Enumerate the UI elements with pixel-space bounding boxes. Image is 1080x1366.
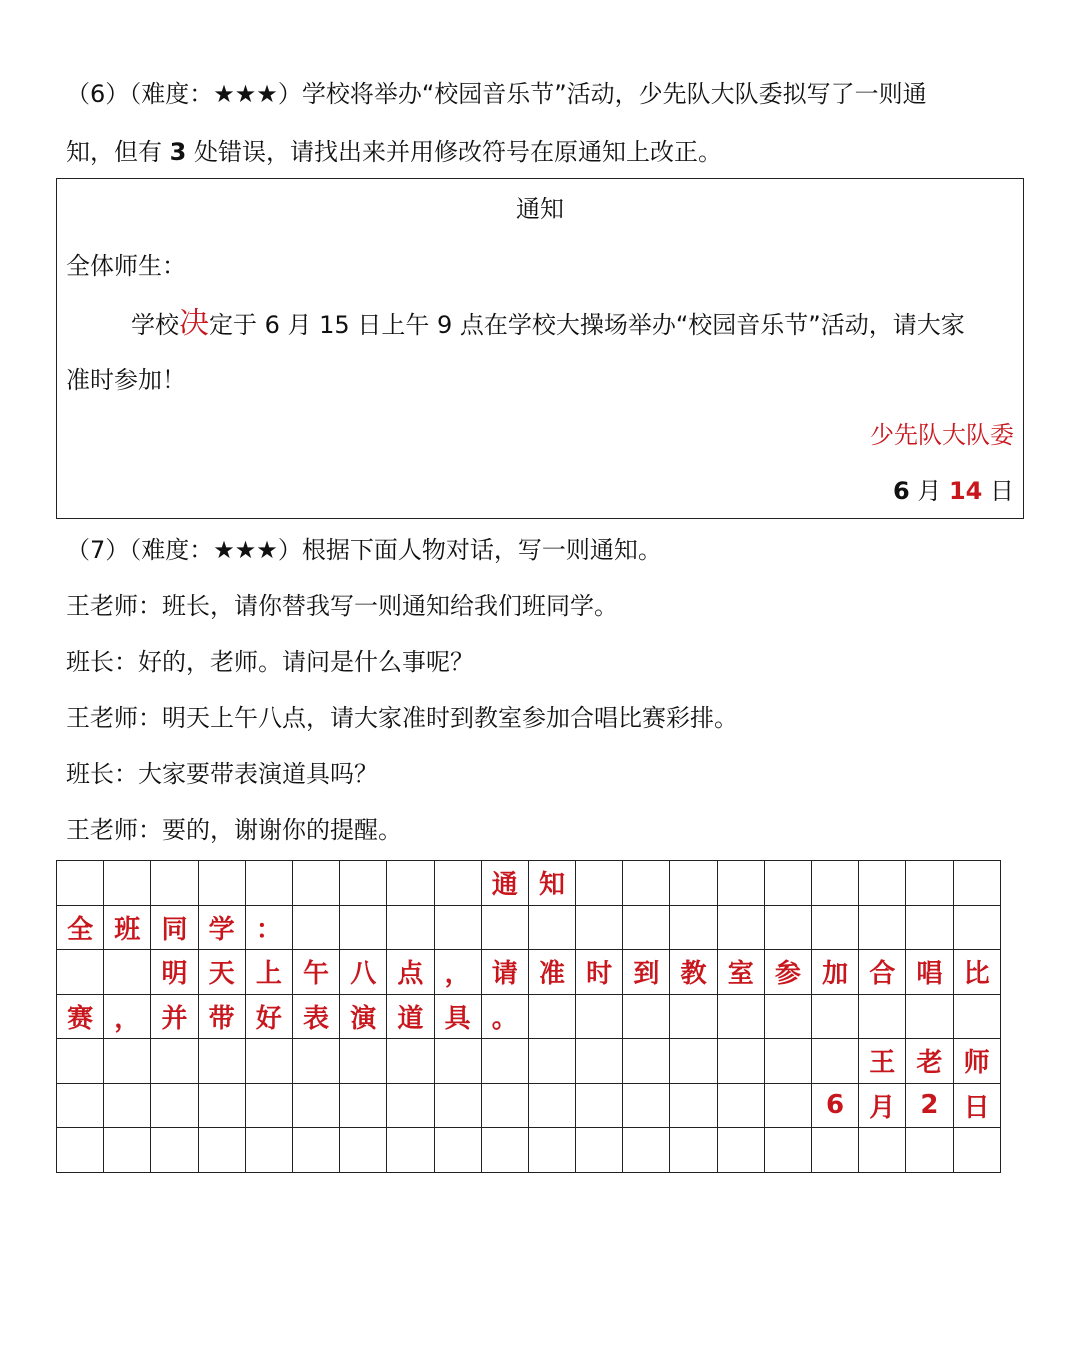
grid-cell: 师 [953, 1039, 1000, 1084]
grid-cell: 道 [387, 994, 434, 1039]
grid-cell [57, 1039, 104, 1084]
grid-cell: 6 [812, 1083, 859, 1128]
notice-date-month: 6 [892, 477, 910, 505]
dialogue-line: 王老师：要的，谢谢你的提醒。 [66, 816, 402, 844]
grid-cell [387, 861, 434, 906]
grid-cell [812, 1039, 859, 1084]
grid-cell [481, 905, 528, 950]
grid-cell [57, 861, 104, 906]
grid-cell [387, 1039, 434, 1084]
grid-cell [859, 994, 906, 1039]
grid-cell [528, 1039, 575, 1084]
grid-cell: 参 [764, 950, 811, 995]
grid-cell [623, 1083, 670, 1128]
grid-cell [198, 1128, 245, 1173]
grid-cell [340, 1128, 387, 1173]
grid-cell: 老 [906, 1039, 953, 1084]
grid-cell: 合 [859, 950, 906, 995]
grid-cell [670, 994, 717, 1039]
grid-cell [198, 1039, 245, 1084]
grid-cell: 加 [812, 950, 859, 995]
notice-body-start: 学校 [131, 311, 179, 339]
grid-cell [57, 1128, 104, 1173]
grid-cell: 到 [623, 950, 670, 995]
notice-date-day-char: 日 [982, 477, 1014, 505]
grid-cell [764, 861, 811, 906]
grid-cell [576, 1128, 623, 1173]
grid-cell: 请 [481, 950, 528, 995]
grid-cell: 并 [151, 994, 198, 1039]
grid-cell [434, 861, 481, 906]
grid-cell [623, 905, 670, 950]
grid-cell [717, 1128, 764, 1173]
notice-body-rest: 定于 6 月 15 日上午 9 点在学校大操场举办“校园音乐节”活动，请大家 [209, 311, 965, 339]
notice-correction-mark: 决 [179, 306, 209, 341]
grid-cell [198, 1083, 245, 1128]
grid-cell: 知 [528, 861, 575, 906]
grid-cell [812, 861, 859, 906]
grid-cell [434, 1083, 481, 1128]
grid-cell: 日 [953, 1083, 1000, 1128]
notice-salutation: 全体师生： [66, 252, 186, 280]
grid-cell [340, 1083, 387, 1128]
grid-cell [387, 905, 434, 950]
grid-cell [953, 861, 1000, 906]
grid-cell [576, 994, 623, 1039]
grid-cell: 点 [387, 950, 434, 995]
grid-cell [906, 994, 953, 1039]
grid-cell [764, 1039, 811, 1084]
q6-line2-suffix: 处错误，请找出来并用修改符号在原通知上改正。 [186, 138, 722, 166]
grid-cell [198, 861, 245, 906]
notice-date-day: 14 [948, 477, 983, 505]
grid-cell: 具 [434, 994, 481, 1039]
grid-cell: 午 [292, 950, 339, 995]
dialogue-line: 王老师：明天上午八点，请大家准时到教室参加合唱比赛彩排。 [66, 704, 738, 732]
grid-cell [953, 994, 1000, 1039]
q6-error-count: 3 [169, 138, 187, 166]
grid-cell [953, 1128, 1000, 1173]
q6-prompt-line1: （6）（难度：★★★）学校将举办“校园音乐节”活动，少先队大队委拟写了一则通 [66, 80, 927, 108]
q6-prompt-line2 [66, 136, 722, 168]
grid-cell [906, 861, 953, 906]
notice-signature: 少先队大队委 [870, 421, 1014, 449]
grid-cell: 演 [340, 994, 387, 1039]
grid-cell [623, 861, 670, 906]
grid-cell [340, 1039, 387, 1084]
grid-cell: 带 [198, 994, 245, 1039]
grid-cell [717, 994, 764, 1039]
writing-grid [56, 860, 1001, 1173]
grid-cell [387, 1128, 434, 1173]
grid-cell [717, 905, 764, 950]
grid-cell: 通 [481, 861, 528, 906]
grid-cell [764, 1083, 811, 1128]
grid-cell [623, 1039, 670, 1084]
grid-cell [953, 905, 1000, 950]
grid-cell [859, 861, 906, 906]
grid-cell: 全 [57, 905, 104, 950]
grid-cell [151, 1039, 198, 1084]
grid-cell [764, 994, 811, 1039]
grid-cell: 表 [292, 994, 339, 1039]
grid-cell [812, 1128, 859, 1173]
notice-box [56, 178, 1024, 519]
grid-cell [576, 861, 623, 906]
grid-cell [528, 905, 575, 950]
grid-cell [481, 1083, 528, 1128]
grid-cell [764, 905, 811, 950]
grid-cell [812, 994, 859, 1039]
grid-row [57, 905, 1001, 950]
grid-cell: 2 [906, 1083, 953, 1128]
grid-cell [528, 1128, 575, 1173]
grid-cell [104, 1039, 151, 1084]
grid-cell: 教 [670, 950, 717, 995]
notice-body-line2: 准时参加！ [66, 366, 186, 394]
grid-cell [481, 1039, 528, 1084]
grid-cell [670, 1039, 717, 1084]
grid-cell: ， [434, 950, 481, 995]
grid-cell [57, 950, 104, 995]
grid-cell [670, 861, 717, 906]
grid-cell [292, 1039, 339, 1084]
grid-cell [340, 905, 387, 950]
grid-cell [245, 1083, 292, 1128]
grid-cell [717, 861, 764, 906]
grid-cell [623, 994, 670, 1039]
grid-cell: 同 [151, 905, 198, 950]
notice-title: 通知 [516, 195, 564, 223]
grid-row [57, 861, 1001, 906]
grid-cell [906, 905, 953, 950]
grid-cell [859, 905, 906, 950]
grid-cell [717, 1039, 764, 1084]
grid-cell [481, 1128, 528, 1173]
dialogue-line: 班长：大家要带表演道具吗？ [66, 760, 378, 788]
grid-row [57, 994, 1001, 1039]
grid-cell [104, 861, 151, 906]
grid-cell: 唱 [906, 950, 953, 995]
grid-row [57, 1039, 1001, 1084]
grid-cell [104, 950, 151, 995]
grid-cell: 赛 [57, 994, 104, 1039]
q6-line2-prefix: 知，但有 [66, 138, 170, 166]
grid-row [57, 950, 1001, 995]
grid-cell: 比 [953, 950, 1000, 995]
grid-cell: 。 [481, 994, 528, 1039]
grid-cell [717, 1083, 764, 1128]
grid-cell [57, 1083, 104, 1128]
grid-cell [576, 905, 623, 950]
grid-cell: 准 [528, 950, 575, 995]
grid-cell [104, 1128, 151, 1173]
grid-cell [292, 861, 339, 906]
grid-cell [670, 905, 717, 950]
dialogue-line: 班长：好的，老师。请问是什么事呢？ [66, 648, 474, 676]
grid-cell: 天 [198, 950, 245, 995]
grid-cell [623, 1128, 670, 1173]
grid-cell: 好 [245, 994, 292, 1039]
grid-cell: ， [104, 994, 151, 1039]
grid-cell [670, 1128, 717, 1173]
grid-cell: ： [245, 905, 292, 950]
grid-row [57, 1083, 1001, 1128]
grid-cell [859, 1128, 906, 1173]
grid-cell [434, 1128, 481, 1173]
grid-cell [764, 1128, 811, 1173]
grid-cell [906, 1128, 953, 1173]
grid-cell: 学 [198, 905, 245, 950]
grid-cell [151, 861, 198, 906]
grid-cell [151, 1083, 198, 1128]
grid-cell: 明 [151, 950, 198, 995]
grid-cell [292, 1083, 339, 1128]
grid-cell [528, 994, 575, 1039]
grid-cell [812, 905, 859, 950]
notice-date [893, 475, 1014, 507]
grid-cell [576, 1039, 623, 1084]
grid-cell [292, 905, 339, 950]
grid-cell: 室 [717, 950, 764, 995]
grid-cell [387, 1083, 434, 1128]
grid-cell [245, 1039, 292, 1084]
notice-date-month-char: 月 [909, 477, 949, 505]
grid-row [57, 1128, 1001, 1173]
q7-prompt: （7）（难度：★★★）根据下面人物对话，写一则通知。 [66, 536, 662, 564]
grid-cell: 王 [859, 1039, 906, 1084]
grid-cell [340, 861, 387, 906]
grid-cell [576, 1083, 623, 1128]
grid-cell: 八 [340, 950, 387, 995]
grid-cell [151, 1128, 198, 1173]
grid-cell [104, 1083, 151, 1128]
grid-cell [434, 905, 481, 950]
grid-cell [528, 1083, 575, 1128]
notice-body-line1 [131, 308, 965, 341]
dialogue-line: 王老师：班长，请你替我写一则通知给我们班同学。 [66, 592, 618, 620]
grid-cell [245, 1128, 292, 1173]
grid-cell [245, 861, 292, 906]
grid-cell: 月 [859, 1083, 906, 1128]
grid-cell [434, 1039, 481, 1084]
grid-cell: 班 [104, 905, 151, 950]
grid-cell: 上 [245, 950, 292, 995]
grid-cell [670, 1083, 717, 1128]
grid-cell: 时 [576, 950, 623, 995]
grid-cell [292, 1128, 339, 1173]
